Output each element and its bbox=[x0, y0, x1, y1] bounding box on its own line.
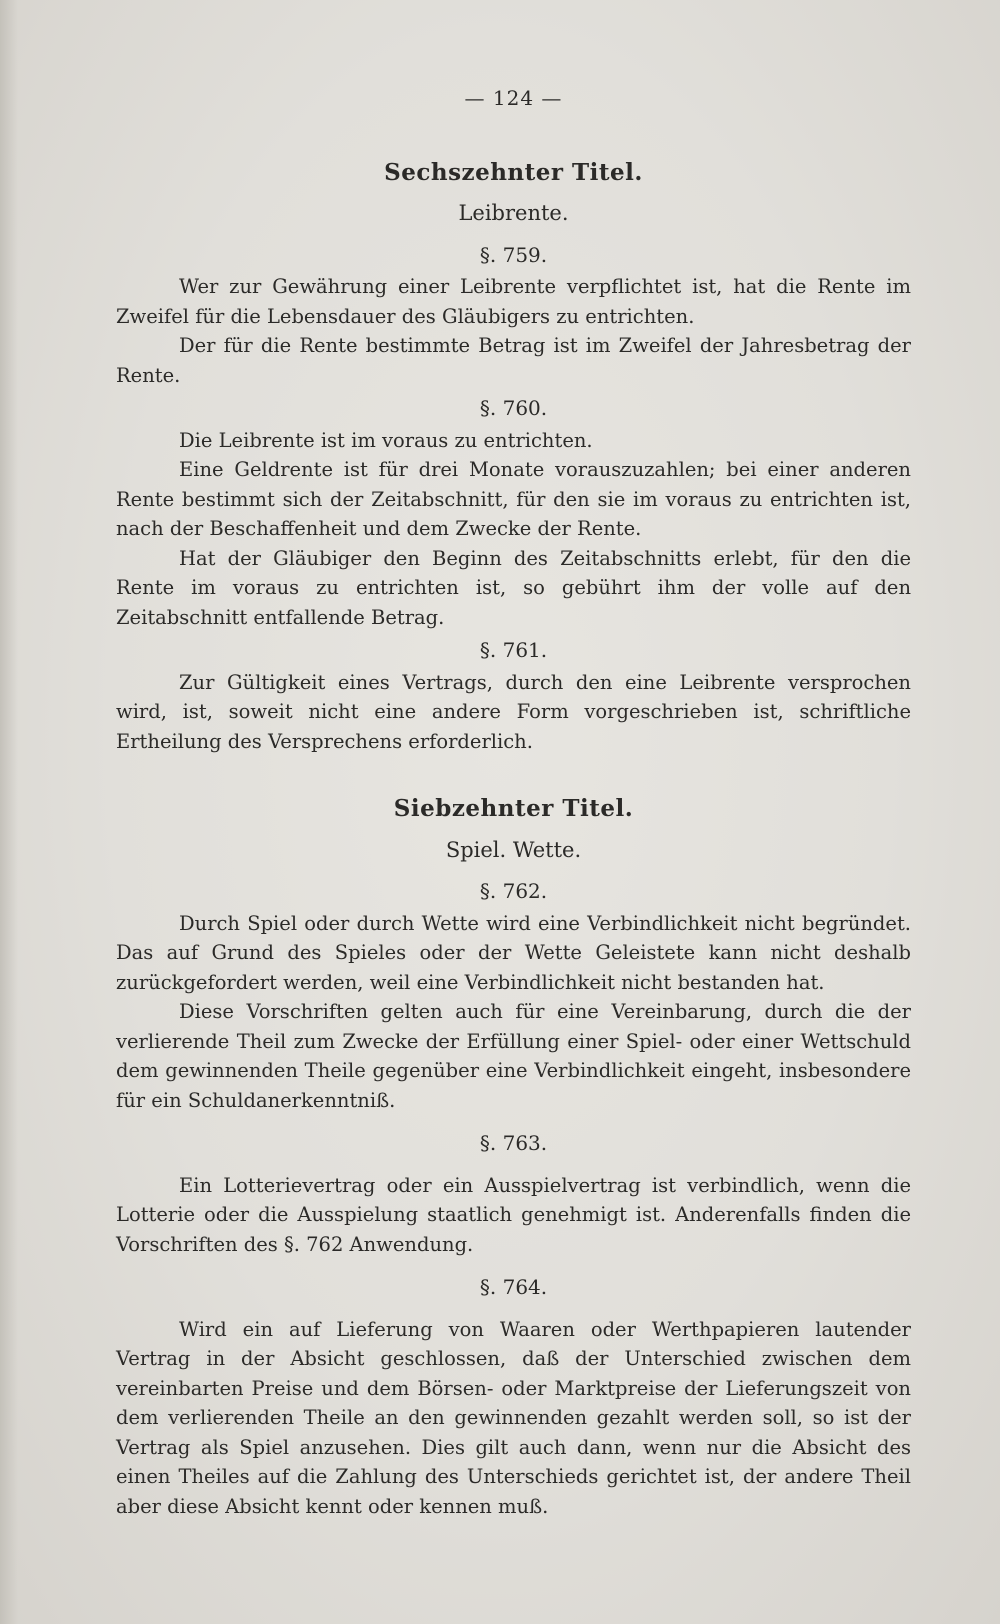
page-content bbox=[116, 84, 911, 1521]
section-761-heading: §. 761. bbox=[479, 638, 548, 662]
spacer bbox=[116, 1115, 911, 1125]
section-763-heading: §. 763. bbox=[479, 1131, 548, 1155]
title-sechszehnter: Sechszehnter Titel. bbox=[384, 158, 643, 186]
spacer bbox=[116, 756, 911, 794]
spacer bbox=[116, 1259, 911, 1269]
section-762-paragraph-2: Diese Vorschriften gelten auch für eine Vereinbarung, durch die der verlierende Theil zum Zwecke der Erfüllung einer Spiel- oder einer Wettschuld dem gewinnenden Theile gegenüber eine Verbindlichkeit eingeht, insbesondere für ein Schuldanerkenntniß. bbox=[116, 1000, 911, 1112]
section-759-paragraph-1: Wer zur Gewährung einer Leibrente verpflichtet ist, hat die Rente im Zweifel für die Lebensdauer des Gläubigers zu entrichten. bbox=[116, 275, 911, 328]
section-764-heading: §. 764. bbox=[479, 1275, 548, 1299]
section-762-heading: §. 762. bbox=[479, 879, 548, 903]
section-759-paragraph-2: Der für die Rente bestimmte Betrag ist im Zweifel der Jahresbetrag der Rente. bbox=[116, 334, 911, 387]
spacer bbox=[116, 1305, 911, 1315]
section-760-paragraph-3: Hat der Gläubiger den Beginn des Zeitabschnitts erlebt, für den die Rente im voraus zu entrichten ist, so gebührt ihm der volle auf den Zeitabschnitt entfallende Betrag. bbox=[116, 546, 911, 629]
page-edge-shadow bbox=[0, 0, 18, 1624]
spacer bbox=[116, 1161, 911, 1171]
subtitle-spiel-wette: Spiel. Wette. bbox=[445, 837, 582, 862]
section-760-heading: §. 760. bbox=[479, 396, 548, 420]
section-763-paragraph-1: Ein Lotterievertrag oder ein Ausspielvertrag ist verbindlich, wenn die Lotterie oder die Ausspielung staatlich genehmigt ist. Anderenfalls finden die Vorschriften des §. 762 Anwendung. bbox=[116, 1173, 911, 1256]
section-761-paragraph-1: Zur Gültigkeit eines Vertrags, durch den eine Leibrente versprochen wird, ist, soweit nicht eine andere Form vorgeschrieben ist, schriftliche Ertheilung des Versprechens erforderlich. bbox=[116, 670, 911, 753]
section-760-paragraph-1: Die Leibrente ist im voraus zu entrichten. bbox=[179, 428, 593, 452]
section-764-paragraph-1: Wird ein auf Lieferung von Waaren oder Werthpapieren lautender Vertrag in der Absicht geschlossen, daß der Unterschied zwischen dem vereinbarten Preise und dem Börsen- oder Marktpreise der Lieferungszeit von dem verlierenden Theile an den gewinnenden gezahlt werden soll, so ist der Vertrag als Spiel anzusehen. Dies gilt auch dann, wenn nur die Absicht des einen Theiles auf die Zahlung des Unterschieds gerichtet ist, der andere Theil aber diese Absicht kennt oder kennen muß. bbox=[116, 1317, 911, 1518]
page-number: — 124 — bbox=[464, 86, 563, 110]
section-760-paragraph-2: Eine Geldrente ist für drei Monate vorauszuzahlen; bei einer anderen Rente bestimmt sich der Zeitabschnitt, für den sie im voraus zu entrichten ist, nach der Beschaffenheit und dem Zwecke der Rente. bbox=[116, 458, 911, 540]
section-759-heading: §. 759. bbox=[479, 242, 548, 267]
section-762-paragraph-1: Durch Spiel oder durch Wette wird eine Verbindlichkeit nicht begründet. Das auf Grund des Spieles oder der Wette Geleistete kann nicht deshalb zurückgefordert werden, weil eine Verbindlichkeit nicht bestanden hat. bbox=[116, 911, 911, 994]
title-siebzehnter: Siebzehnter Titel. bbox=[393, 795, 634, 822]
subtitle-leibrente: Leibrente. bbox=[458, 201, 569, 225]
